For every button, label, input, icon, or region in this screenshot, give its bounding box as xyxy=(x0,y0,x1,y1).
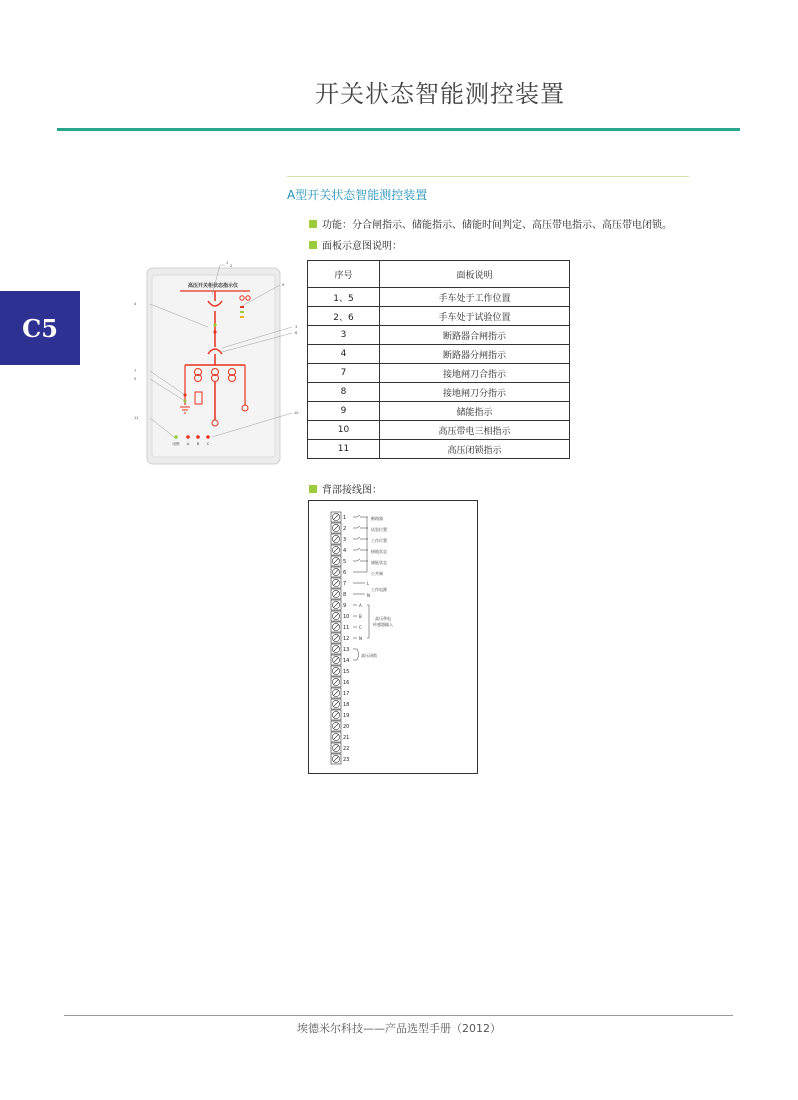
wiring-diagram-frame xyxy=(308,500,478,774)
cell-description: 断路器分闸指示 xyxy=(380,345,570,364)
label-earth-state: 接地状态 xyxy=(371,549,387,554)
terminal-number: 10 xyxy=(343,614,350,620)
label-test-position: 试验位置 xyxy=(371,527,387,532)
label-phase-b: B xyxy=(359,614,362,619)
callout-number: 11 xyxy=(134,416,139,420)
wiring-text: 背部接线图： xyxy=(322,485,382,496)
terminal-block xyxy=(331,512,349,764)
cell-description: 断路器合闸指示 xyxy=(380,326,570,345)
phase-a-led xyxy=(186,435,190,439)
label-work-position: 工作位置 xyxy=(371,538,387,543)
wiring-annotations xyxy=(359,515,393,658)
table-row xyxy=(308,345,570,364)
label-N: N xyxy=(367,593,370,598)
terminal-number: 21 xyxy=(343,735,350,741)
terminal-number: 3 xyxy=(343,537,347,543)
panel-text: 面板示意图说明： xyxy=(322,241,402,252)
indicator-led xyxy=(213,323,216,326)
cell-description: 高压闭锁指示 xyxy=(380,440,570,459)
terminal-number: 2 xyxy=(343,526,347,532)
cell-index: 1、5 xyxy=(308,288,380,307)
table-row xyxy=(308,288,570,307)
wiring-diagram xyxy=(309,501,477,773)
table-row xyxy=(308,440,570,459)
cell-index: 11 xyxy=(308,440,380,459)
panel-bullet xyxy=(309,237,402,252)
cell-index: 10 xyxy=(308,421,380,440)
cell-index: 2、6 xyxy=(308,307,380,326)
callout-number: 7 xyxy=(134,369,137,373)
indicator-led xyxy=(213,330,216,333)
label-phase-c: C xyxy=(359,625,362,630)
cell-index: 3 xyxy=(308,326,380,345)
label-common: 公共端 xyxy=(371,571,383,576)
callout-number: 5 xyxy=(134,377,137,381)
terminal-number: 7 xyxy=(343,581,347,587)
device-inner xyxy=(152,275,275,457)
chapter-tab: C5 xyxy=(0,291,80,365)
cell-description: 手车处于试验位置 xyxy=(380,307,570,326)
table-row xyxy=(308,383,570,402)
phase-b-led xyxy=(196,435,200,439)
label-phase-n: N xyxy=(359,636,362,641)
function-bullet xyxy=(309,216,672,231)
bottom-label: 闭锁 xyxy=(172,442,180,446)
label-breaker: 断路器 xyxy=(371,516,383,521)
terminal-number: 6 xyxy=(343,570,347,576)
legend-swatch xyxy=(240,311,244,313)
cell-index: 8 xyxy=(308,383,380,402)
bottom-label: A xyxy=(186,442,190,446)
bullet-square-icon xyxy=(309,220,317,228)
cell-description: 手车处于工作位置 xyxy=(380,288,570,307)
lock-led xyxy=(174,435,178,439)
terminal-number: 19 xyxy=(343,713,350,719)
terminal-number: 20 xyxy=(343,724,350,730)
terminal-number: 13 xyxy=(343,647,350,653)
callout-number: 9 xyxy=(282,283,285,287)
terminal-number: 11 xyxy=(343,625,350,631)
terminal-number: 17 xyxy=(343,691,350,697)
wiring-bullet xyxy=(309,481,382,496)
cell-description: 接地闸刀分指示 xyxy=(380,383,570,402)
label-phase-a: A xyxy=(359,603,362,608)
legend-swatch xyxy=(240,316,244,318)
cell-index: 7 xyxy=(308,364,380,383)
bullet-square-icon xyxy=(309,241,317,249)
header-description: 面板说明 xyxy=(380,261,570,288)
table-header-row xyxy=(308,261,570,288)
callout-number: 1 xyxy=(226,261,229,265)
title-rule xyxy=(57,128,740,131)
phase-c-led xyxy=(206,435,210,439)
header-index: 序号 xyxy=(308,261,380,288)
footer-text: 埃德米尔科技——产品选型手册（2012） xyxy=(297,1022,501,1035)
bottom-label: B xyxy=(196,442,200,446)
cell-index: 9 xyxy=(308,402,380,421)
panel-description-table xyxy=(307,260,570,459)
legend-swatch xyxy=(240,306,244,308)
terminal-number: 23 xyxy=(343,757,350,763)
terminal-number: 16 xyxy=(343,680,350,686)
terminal-number: 22 xyxy=(343,746,350,752)
device-title: 高压开关柜状态指示仪 xyxy=(187,283,239,289)
bottom-label: C xyxy=(206,442,210,446)
table-row xyxy=(308,421,570,440)
terminal-number: 4 xyxy=(343,548,347,554)
table-row xyxy=(308,364,570,383)
terminal-number: 18 xyxy=(343,702,350,708)
footer-rule xyxy=(64,1015,733,1016)
terminal-number: 15 xyxy=(343,669,350,675)
callout-number: 3 xyxy=(295,325,298,329)
label-L: L xyxy=(367,581,370,586)
callout-number: 4 xyxy=(134,302,137,306)
terminal-number: 9 xyxy=(343,603,347,609)
panel-diagram xyxy=(130,255,300,470)
bullet-square-icon xyxy=(309,485,317,493)
callout-number: 6 xyxy=(295,331,298,335)
table-row xyxy=(308,326,570,345)
callout-number: 10 xyxy=(294,411,299,415)
cell-index: 4 xyxy=(308,345,380,364)
section-rule xyxy=(287,176,689,177)
callout-number: 2 xyxy=(230,264,233,268)
terminal-number: 12 xyxy=(343,636,350,642)
terminal-number: 14 xyxy=(343,658,350,664)
label-lock: 高压闭锁 xyxy=(361,653,377,658)
cell-description: 接地闸刀合指示 xyxy=(380,364,570,383)
label-energy-state: 储能状态 xyxy=(371,560,387,565)
terminal-number: 8 xyxy=(343,592,347,598)
cell-description: 高压带电三相指示 xyxy=(380,421,570,440)
label-power: 工作电源 xyxy=(371,587,387,592)
section-title: A型开关状态智能测控装置 xyxy=(287,188,428,202)
table-row xyxy=(308,402,570,421)
function-text: 功能：分合闸指示、储能指示、储能时间判定、高压带电指示、高压带电闭锁。 xyxy=(322,220,672,231)
cell-description: 储能指示 xyxy=(380,402,570,421)
label-hv-line2: 传感器输入 xyxy=(373,622,393,627)
page-title: 开关状态智能测控装置 xyxy=(315,80,565,108)
terminal-number: 1 xyxy=(343,515,347,521)
label-hv-line1: 高压带电 xyxy=(375,616,391,621)
table-row xyxy=(308,307,570,326)
terminal-number: 5 xyxy=(343,559,347,565)
